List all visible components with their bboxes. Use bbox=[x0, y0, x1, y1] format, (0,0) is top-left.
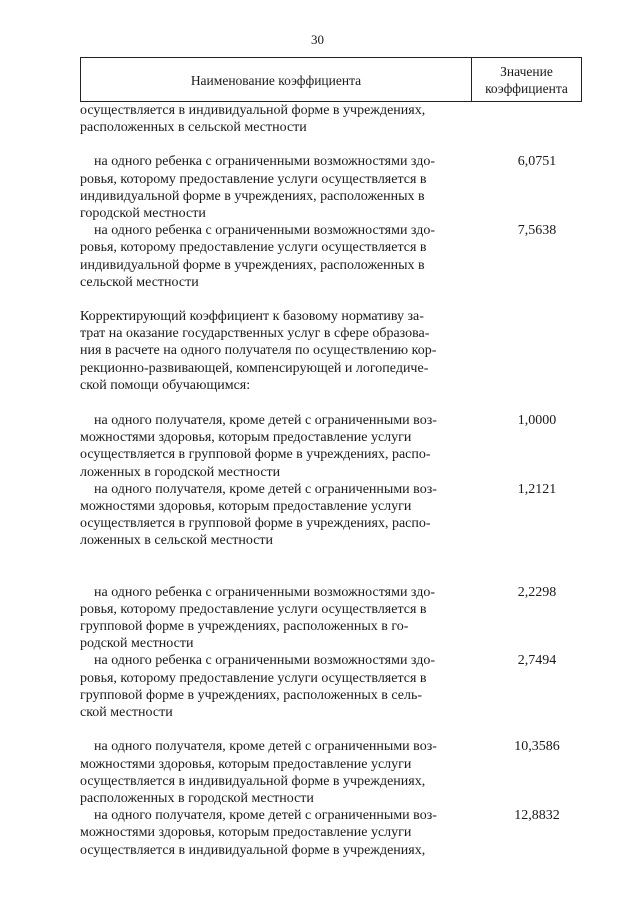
row-line: родской местности bbox=[80, 636, 194, 652]
row-line: рекционно-развивающей, компенсирующей и логопедиче- bbox=[80, 360, 429, 376]
page-number: 30 bbox=[311, 32, 324, 47]
row-line: групповой форме в учреждениях, расположенных в сель- bbox=[80, 687, 422, 703]
table-row bbox=[80, 481, 582, 550]
row-line: можностями здоровья, которым предоставление услуги bbox=[80, 756, 412, 772]
row-line: расположенных в городской местности bbox=[80, 790, 314, 806]
row-name bbox=[80, 738, 476, 807]
table-row bbox=[80, 738, 582, 807]
table-row bbox=[80, 412, 582, 481]
header-value-cell bbox=[472, 58, 581, 101]
row-value: 2,7494 bbox=[517, 653, 557, 669]
row-line: можностями здоровья, которым предоставление услуги bbox=[80, 825, 412, 841]
row-line: сельской местности bbox=[80, 274, 199, 290]
row-line: городской местности bbox=[80, 206, 206, 222]
row-line: осуществляется в индивидуальной форме в учреждениях, bbox=[80, 842, 426, 858]
row-value bbox=[476, 308, 582, 394]
row-value: 12,8832 bbox=[514, 808, 560, 824]
row-line: осуществляется в индивидуальной форме в учреждениях, bbox=[80, 103, 426, 118]
row-value: 6,0751 bbox=[517, 154, 557, 170]
table-row bbox=[80, 652, 582, 721]
table-row bbox=[80, 153, 582, 222]
row-line: можностями здоровья, которым предоставление услуги bbox=[80, 499, 412, 515]
row-name bbox=[80, 308, 476, 394]
row-line: ской местности bbox=[80, 705, 173, 721]
row-name bbox=[80, 807, 476, 859]
row-name bbox=[80, 222, 476, 291]
row-line: ровья, которому предоставление услуги осуществляется в bbox=[80, 670, 427, 686]
row-line: на одного получателя, кроме детей с ограниченными воз- bbox=[94, 739, 437, 755]
table-row bbox=[80, 807, 582, 859]
table-header bbox=[80, 57, 582, 102]
row-name bbox=[80, 652, 476, 721]
row-line: ния в расчете на одного получателя по осуществлению кор- bbox=[80, 343, 437, 359]
row-line: ложенных в городской местности bbox=[80, 464, 281, 480]
row-line: ровья, которому предоставление услуги осуществляется в bbox=[80, 601, 427, 617]
row-name bbox=[80, 412, 476, 481]
row-value: 1,0000 bbox=[517, 413, 557, 429]
row-value: 7,5638 bbox=[517, 223, 557, 239]
row-line: осуществляется в групповой форме в учреждениях, распо- bbox=[80, 516, 431, 532]
row-line: индивидуальной форме в учреждениях, расположенных в bbox=[80, 257, 425, 273]
row-line: осуществляется в групповой форме в учреждениях, распо- bbox=[80, 447, 431, 463]
row-line: на одного получателя, кроме детей с ограниченными воз- bbox=[94, 481, 437, 497]
row-name bbox=[80, 481, 476, 550]
row-line: на одного ребенка с ограниченными возможностями здо- bbox=[94, 653, 435, 669]
row-line: ложенных в сельской местности bbox=[80, 533, 274, 549]
row-name bbox=[80, 584, 476, 653]
row-line: расположенных в сельской местности bbox=[80, 120, 307, 136]
row-line: на одного получателя, кроме детей с ограниченными воз- bbox=[94, 413, 437, 429]
row-line: на одного ребенка с ограниченными возможностями здо- bbox=[94, 584, 435, 600]
row-name bbox=[80, 102, 476, 136]
row-line: ской помощи обучающимся: bbox=[80, 377, 251, 393]
row-value: 1,2121 bbox=[517, 481, 557, 497]
row-line: на одного ребенка с ограниченными возможностями здо- bbox=[94, 154, 435, 170]
row-line: на одного получателя, кроме детей с ограниченными воз- bbox=[94, 808, 437, 824]
row-value: 2,2298 bbox=[517, 584, 557, 600]
row-line: трат на оказание государственных услуг в сфере образова- bbox=[80, 326, 430, 342]
table-row bbox=[80, 102, 582, 136]
row-line: ровья, которому предоставление услуги осуществляется в bbox=[80, 240, 427, 256]
row-line: ровья, которому предоставление услуги осуществляется в bbox=[80, 171, 427, 187]
table-body bbox=[80, 102, 582, 859]
row-line: Корректирующий коэффициент к базовому нормативу за- bbox=[80, 309, 424, 325]
row-line: можностями здоровья, которым предоставление услуги bbox=[80, 430, 412, 446]
row-line: осуществляется в индивидуальной форме в учреждениях, bbox=[80, 773, 426, 789]
table-row bbox=[80, 308, 582, 394]
row-value bbox=[476, 102, 582, 136]
row-line: групповой форме в учреждениях, расположенных в го- bbox=[80, 619, 409, 635]
row-line: на одного ребенка с ограниченными возможностями здо- bbox=[94, 223, 435, 239]
row-name bbox=[80, 153, 476, 222]
table-row bbox=[80, 222, 582, 291]
header-value-line2: коэффициента bbox=[485, 80, 568, 96]
table-row bbox=[80, 584, 582, 653]
row-line: индивидуальной форме в учреждениях, расположенных в bbox=[80, 188, 425, 204]
header-name-cell: Наименование коэффициента bbox=[81, 58, 472, 101]
coefficient-table bbox=[80, 57, 582, 859]
row-value: 10,3586 bbox=[514, 739, 560, 755]
header-value-line1: Значение bbox=[500, 63, 553, 79]
